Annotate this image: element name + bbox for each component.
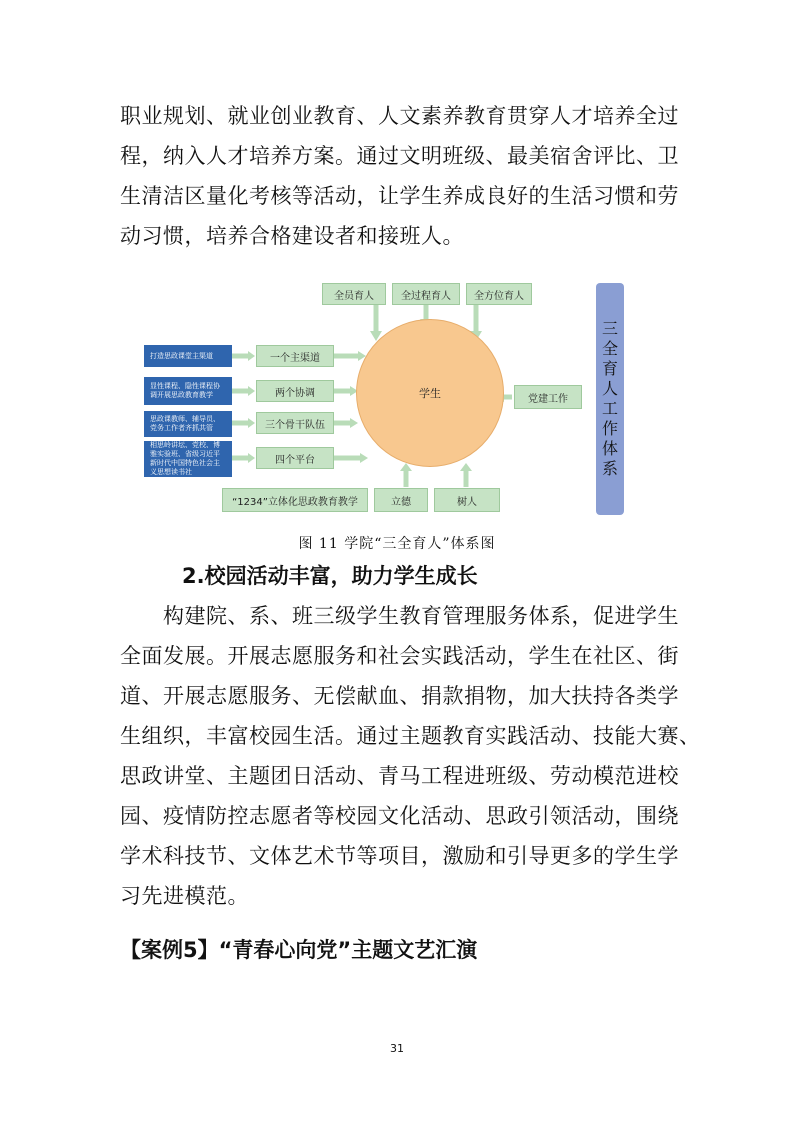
paragraph-line: 园、疫情防控志愿者等校园文化活动、思政引领活动，围绕 xyxy=(120,804,679,828)
paragraph-line: 生组织，丰富校园生活。通过主题教育实践活动、技能大赛、 xyxy=(120,724,701,748)
paragraph-line: 职业规划、就业创业教育、人文素养教育贯穿人才培养全过 xyxy=(120,104,679,128)
paragraph-line: 学术科技节、文体艺术节等项目，激励和引导更多的学生学 xyxy=(120,844,679,868)
left-blue-box: 显性课程、隐性课程协调开展思政教育教学 xyxy=(144,377,232,405)
bottom-box-cultivate: 树人 xyxy=(434,488,500,512)
three-all-education-diagram xyxy=(120,275,676,527)
sidebar-char: 体 xyxy=(601,439,618,458)
top-box-all-round: 全方位育人 xyxy=(466,283,532,305)
intro-paragraph xyxy=(120,96,679,256)
figure-caption: 图 11 学院“三全育人”体系图 xyxy=(298,536,496,552)
left-blue-box: 思政课教师、辅导员、党务工作者齐抓共管 xyxy=(144,411,232,437)
sidebar-char: 三 xyxy=(601,319,618,338)
sidebar-char: 育 xyxy=(601,359,618,378)
paragraph-line: 程，纳入人才培养方案。通过文明班级、最美宿舍评比、卫 xyxy=(120,144,679,168)
left-blue-box: 相思岭讲坛、党校、博雅实验班、省级习近平新时代中国特色社会主义思想读书社 xyxy=(144,441,232,477)
left-green-box: 三个骨干队伍 xyxy=(256,412,334,434)
bottom-box-morality: 立德 xyxy=(374,488,428,512)
sidebar-char: 工 xyxy=(601,399,618,418)
sidebar-char: 全 xyxy=(601,339,618,358)
paragraph-line: 全面发展。开展志愿服务和社会实践活动，学生在社区、街 xyxy=(120,644,679,668)
center-student-circle: 学生 xyxy=(356,319,504,467)
bottom-box-1234: “1234”立体化思政教育教学 xyxy=(222,488,368,512)
sidebar-char: 人 xyxy=(601,379,618,398)
paragraph-line: 习先进模范。 xyxy=(120,884,249,908)
case-heading: 【案例5】“青春心向党”主题文艺汇演 xyxy=(120,938,478,962)
body-paragraph xyxy=(120,596,701,916)
system-sidebar xyxy=(596,283,624,515)
top-box-all-staff: 全员育人 xyxy=(322,283,386,305)
sidebar-char: 系 xyxy=(601,459,618,478)
paragraph-line: 思政讲堂、主题团日活动、青马工程进班级、劳动模范进校 xyxy=(120,764,679,788)
right-box-party-work: 党建工作 xyxy=(514,385,582,409)
paragraph-line: 生清洁区量化考核等活动，让学生养成良好的生活习惯和劳 xyxy=(120,184,679,208)
left-green-box: 一个主渠道 xyxy=(256,345,334,367)
left-blue-box: 打造思政课堂主渠道 xyxy=(144,345,232,367)
paragraph-line: 动习惯，培养合格建设者和接班人。 xyxy=(120,224,464,248)
page-number: 31 xyxy=(390,1042,404,1055)
left-green-box: 两个协调 xyxy=(256,380,334,402)
top-box-whole-process: 全过程育人 xyxy=(392,283,460,305)
section-heading: 2.校园活动丰富，助力学生成长 xyxy=(182,564,478,588)
sidebar-char: 作 xyxy=(601,419,618,438)
left-green-box: 四个平台 xyxy=(256,447,334,469)
paragraph-line: 道、开展志愿服务、无偿献血、捐款捐物，加大扶持各类学 xyxy=(120,684,679,708)
paragraph-line: 构建院、系、班三级学生教育管理服务体系，促进学生 xyxy=(120,604,679,628)
